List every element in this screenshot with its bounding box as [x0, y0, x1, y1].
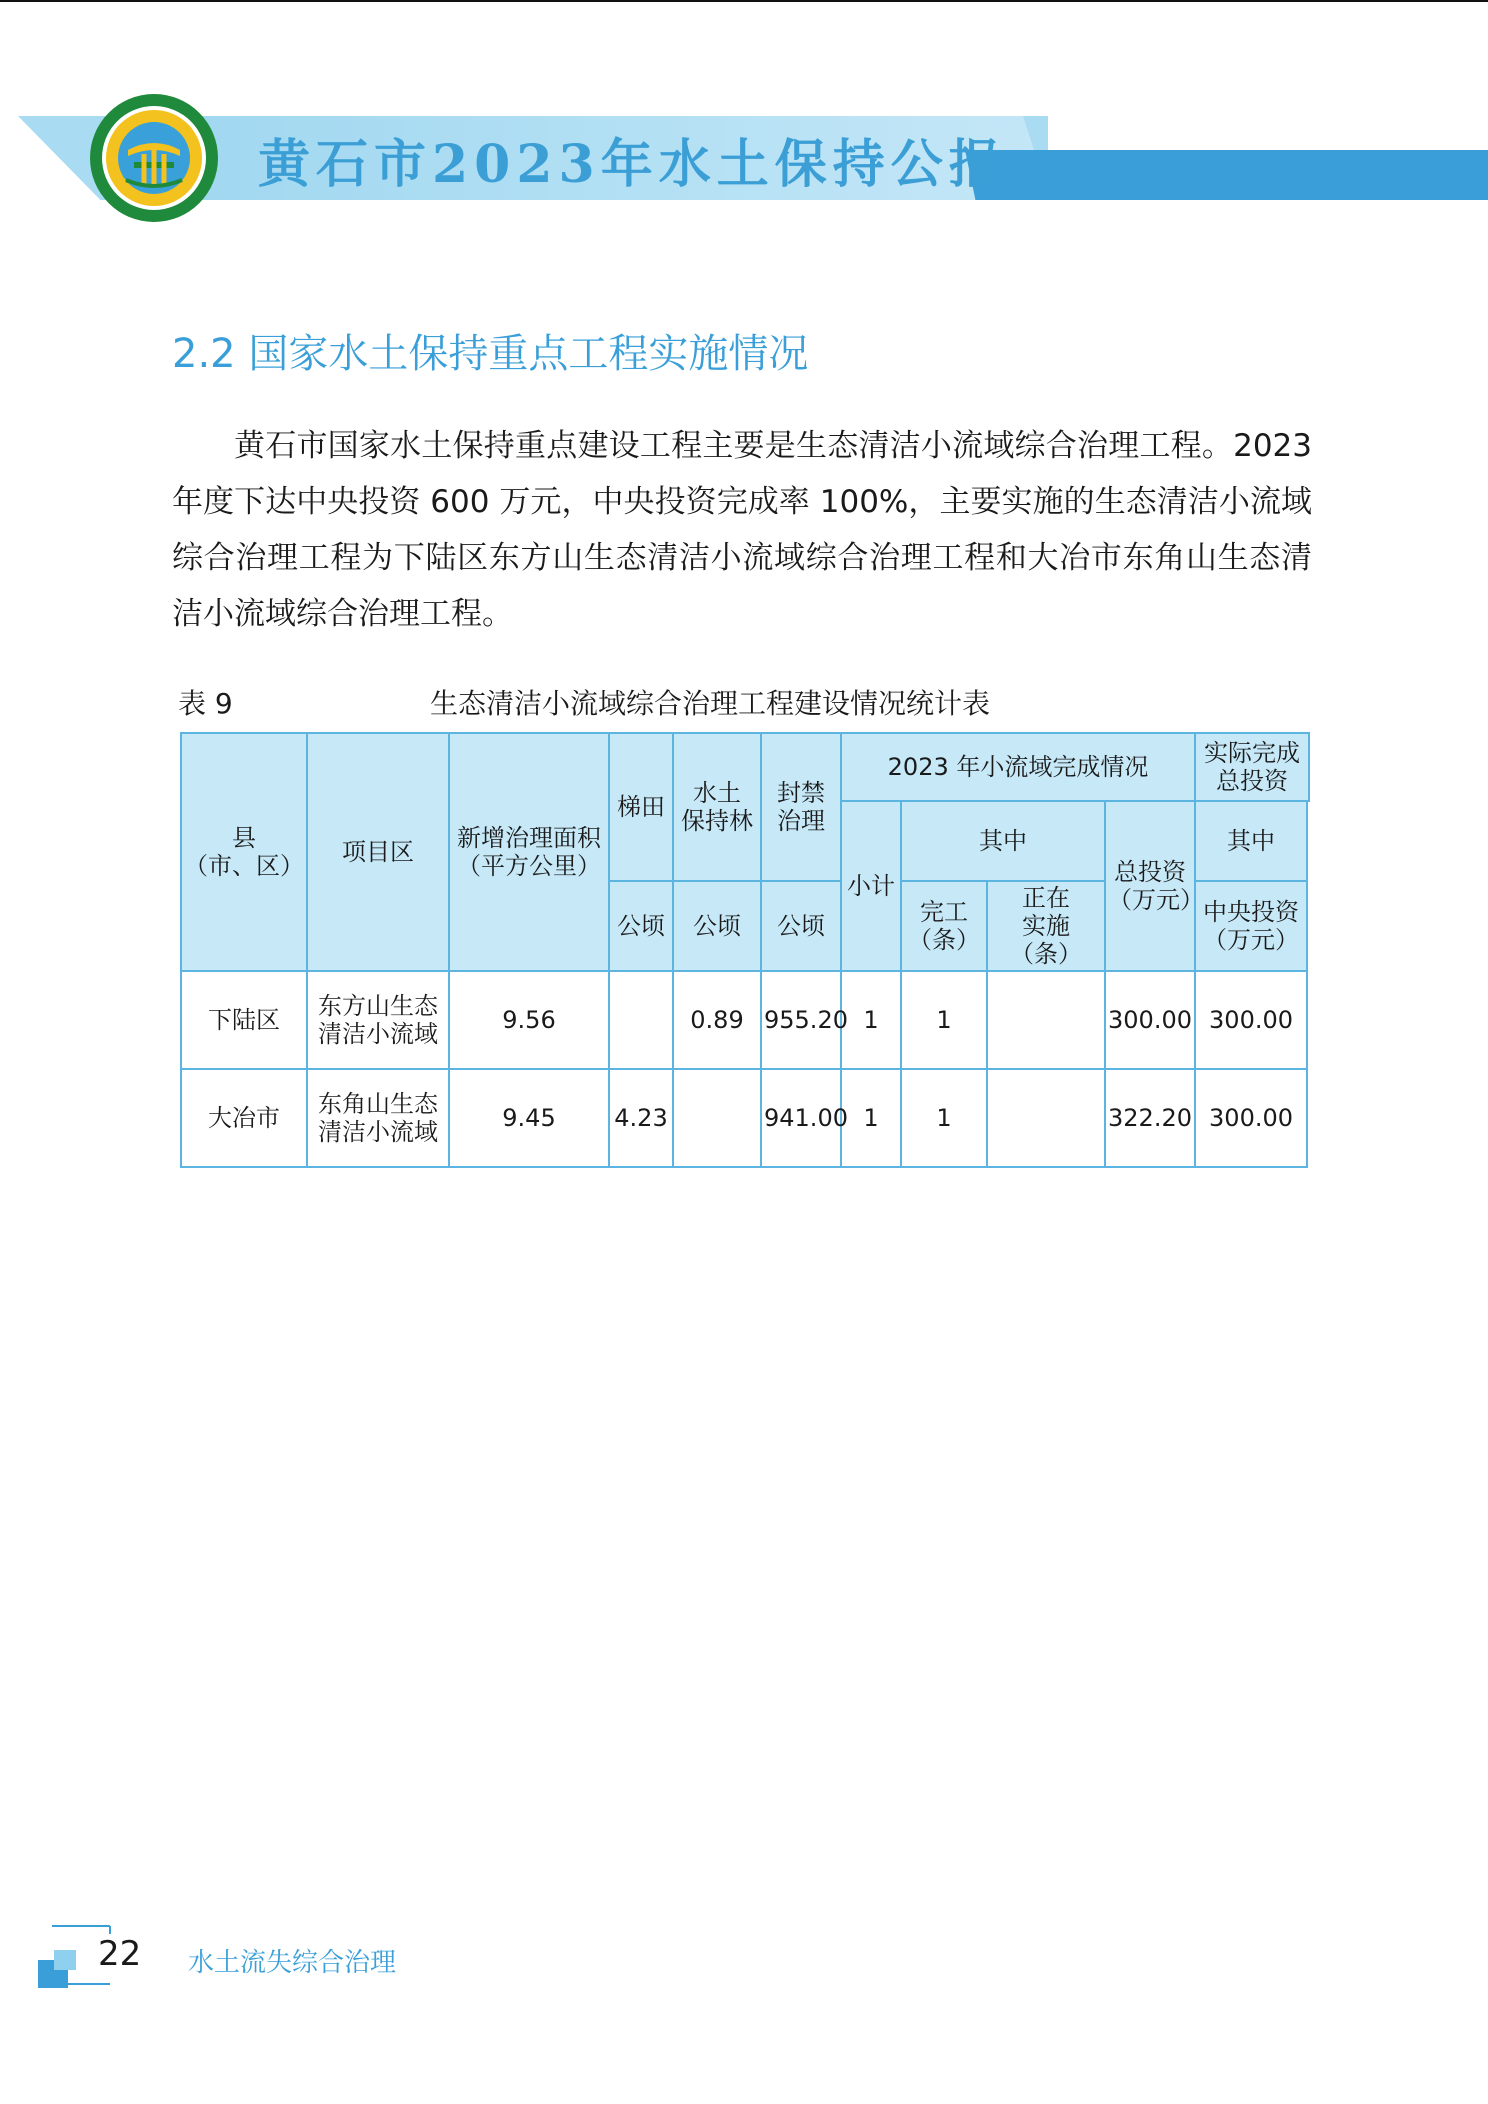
cell-closure: 941.00	[761, 1069, 841, 1167]
cell-subtotal: 1	[841, 1069, 901, 1167]
cell-forest: 0.89	[673, 971, 761, 1069]
header-terrace: 梯田	[609, 733, 673, 881]
header-area: 新增治理面积 （平方公里）	[449, 733, 609, 971]
header-in-progress: 正在 实施 （条）	[987, 881, 1105, 971]
cell-county: 下陆区	[181, 971, 307, 1069]
header-central-investment: 中央投资 （万元）	[1195, 881, 1307, 971]
cell-project: 东方山生态 清洁小流域	[307, 971, 449, 1069]
header-forest: 水土 保持林	[673, 733, 761, 881]
cell-in-progress	[987, 971, 1105, 1069]
header-county: 县 （市、区）	[181, 733, 307, 971]
cell-project: 东角山生态 清洁小流域	[307, 1069, 449, 1167]
cell-in-progress	[987, 1069, 1105, 1167]
header-completed: 完工 （条）	[901, 881, 987, 971]
cell-terrace: 4.23	[609, 1069, 673, 1167]
header-of-which: 其中	[901, 801, 1105, 881]
header-unit-forest: 公顷	[673, 881, 761, 971]
header-unit-closure: 公顷	[761, 881, 841, 971]
cell-central-investment: 300.00	[1195, 1069, 1307, 1167]
report-title: 黄石市2023年水土保持公报	[258, 134, 1007, 195]
header-closure: 封禁 治理	[761, 733, 841, 881]
cell-central-investment: 300.00	[1195, 971, 1307, 1069]
body-paragraph: 黄石市国家水土保持重点建设工程主要是生态清洁小流域综合治理工程。2023 年度下达中央投资 600 万元，中央投资完成率 100%，主要实施的生态清洁小流域综合治理工程为下陆区东方山生态清洁小流域综合治理工程和大冶市东角山生态清洁小流域综合治理工程。	[172, 428, 1312, 632]
cell-subtotal: 1	[841, 971, 901, 1069]
cell-county: 大冶市	[181, 1069, 307, 1167]
cell-area: 9.45	[449, 1069, 609, 1167]
cell-total-investment: 300.00	[1105, 971, 1195, 1069]
header-unit-terrace: 公顷	[609, 881, 673, 971]
banner-dark-band	[965, 150, 1488, 200]
cell-total-investment: 322.20	[1105, 1069, 1195, 1167]
cell-forest	[673, 1069, 761, 1167]
header-banner	[0, 110, 1488, 220]
header-total-investment: 总投资 （万元）	[1105, 801, 1195, 971]
table-number: 表 9	[178, 687, 233, 720]
water-soil-conservation-emblem-icon	[88, 92, 220, 224]
table-title: 生态清洁小流域综合治理工程建设情况统计表	[430, 687, 991, 720]
footer-section-name: 水土流失综合治理	[188, 1948, 397, 1978]
cell-completed: 1	[901, 971, 987, 1069]
table-row	[181, 1069, 1309, 1167]
page-number: 22	[98, 1934, 142, 1974]
header-project: 项目区	[307, 733, 449, 971]
top-rule	[0, 0, 1488, 2]
header-investment-group: 实际完成总投资	[1195, 733, 1309, 801]
cell-area: 9.56	[449, 971, 609, 1069]
header-completion-group: 2023 年小流域完成情况	[841, 733, 1195, 801]
project-statistics-table	[180, 732, 1310, 1168]
cell-completed: 1	[901, 1069, 987, 1167]
cell-terrace	[609, 971, 673, 1069]
cell-closure: 955.20	[761, 971, 841, 1069]
section-heading: 2.2 国家水土保持重点工程实施情况	[172, 331, 809, 377]
body-paragraph-block	[172, 418, 1312, 642]
table-row	[181, 971, 1309, 1069]
header-of-which-investment: 其中	[1195, 801, 1307, 881]
header-subtotal: 小计	[841, 801, 901, 971]
